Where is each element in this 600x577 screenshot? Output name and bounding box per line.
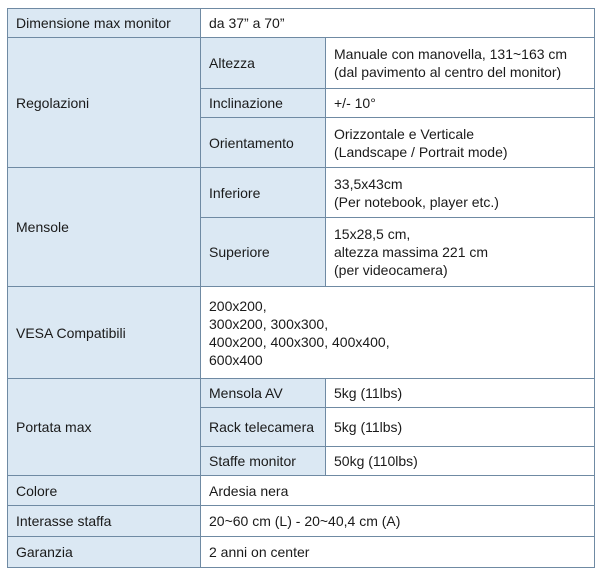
inferiore-value-line: 33,5x43cm bbox=[334, 175, 403, 192]
inferiore-value bbox=[326, 168, 595, 218]
orientamento-value-line: Orizzontale e Verticale bbox=[334, 125, 475, 142]
orientamento-value-line: (Landscape / Portrait mode) bbox=[334, 143, 508, 160]
row-altezza bbox=[8, 38, 595, 89]
row-colore bbox=[8, 476, 595, 506]
mensola-av-value: 5kg (11lbs) bbox=[326, 379, 595, 408]
dimensione-label: Dimensione max monitor bbox=[8, 9, 201, 38]
regolazioni-label: Regolazioni bbox=[8, 38, 201, 168]
vesa-value bbox=[201, 287, 595, 379]
row-interasse bbox=[8, 506, 595, 537]
vesa-value-line: 200x200, bbox=[209, 297, 267, 314]
inclinazione-label: Inclinazione bbox=[201, 89, 326, 118]
colore-label: Colore bbox=[8, 476, 201, 506]
garanzia-value: 2 anni on center bbox=[201, 537, 595, 568]
dimensione-value: da 37” a 70” bbox=[201, 9, 595, 38]
superiore-value-line: (per videocamera) bbox=[334, 262, 448, 278]
inclinazione-value: +/- 10° bbox=[326, 89, 595, 118]
superiore-value bbox=[326, 218, 595, 287]
mensole-label: Mensole bbox=[8, 168, 201, 287]
altezza-value-line: Manuale con manovella, 131~163 cm bbox=[334, 46, 568, 62]
garanzia-label: Garanzia bbox=[8, 537, 201, 568]
spec-table bbox=[7, 8, 595, 568]
orientamento-label: Orientamento bbox=[201, 118, 326, 168]
row-inferiore bbox=[8, 168, 595, 218]
row-vesa bbox=[8, 287, 595, 379]
row-dimensione bbox=[8, 9, 595, 38]
portata-label: Portata max bbox=[8, 379, 201, 476]
superiore-label: Superiore bbox=[201, 218, 326, 287]
interasse-label: Interasse staffa bbox=[8, 506, 201, 537]
colore-value: Ardesia nera bbox=[201, 476, 595, 506]
inferiore-value-line: (Per notebook, player etc.) bbox=[334, 193, 499, 210]
altezza-label: Altezza bbox=[201, 38, 326, 89]
vesa-value-line: 600x400 bbox=[209, 351, 263, 368]
altezza-value-line: (dal pavimento al centro del monitor) bbox=[334, 64, 562, 80]
vesa-value-line: 400x200, 400x300, 400x400, bbox=[209, 333, 390, 350]
staffe-value: 50kg (110lbs) bbox=[326, 447, 595, 476]
vesa-label: VESA Compatibili bbox=[8, 287, 201, 379]
row-mensola-av bbox=[8, 379, 595, 408]
orientamento-value bbox=[326, 118, 595, 168]
row-garanzia bbox=[8, 537, 595, 568]
staffe-label: Staffe monitor bbox=[201, 447, 326, 476]
rack-label: Rack telecamera bbox=[201, 408, 326, 447]
vesa-value-line: 300x200, 300x300, bbox=[209, 315, 329, 332]
altezza-value bbox=[326, 38, 595, 89]
inferiore-label: Inferiore bbox=[201, 168, 326, 218]
mensola-av-label: Mensola AV bbox=[201, 379, 326, 408]
interasse-value: 20~60 cm (L) - 20~40,4 cm (A) bbox=[201, 506, 595, 537]
superiore-value-line: 15x28,5 cm, bbox=[334, 226, 411, 242]
rack-value: 5kg (11lbs) bbox=[326, 408, 595, 447]
superiore-value-line: altezza massima 221 cm bbox=[334, 244, 489, 260]
